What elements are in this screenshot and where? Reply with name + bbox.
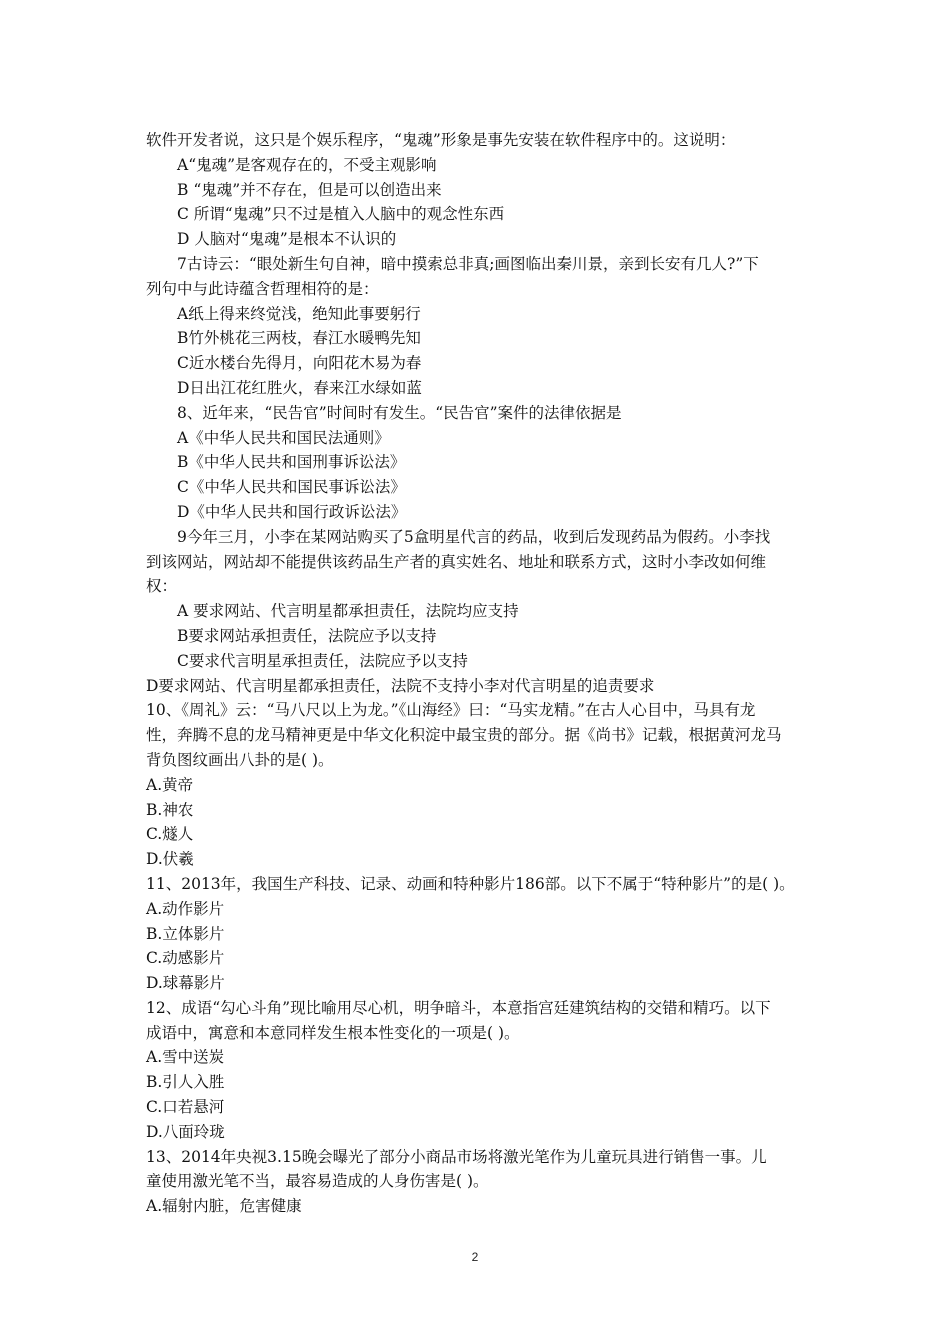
- option-line: D 人脑对“鬼魂”是根本不认识的: [177, 230, 397, 249]
- option-line: D《中华人民共和国行政诉讼法》: [177, 502, 407, 521]
- text-line: 成语中，寓意和本意同样发生根本性变化的一项是( )。: [146, 1023, 520, 1042]
- question-line: 12、成语“勾心斗角”现比喻用尽心机，明争暗斗，本意指宫廷建筑结构的交错和精巧。以下: [146, 998, 771, 1017]
- text-line: 童使用激光笔不当，最容易造成的人身伤害是( )。: [146, 1172, 489, 1191]
- text-line: 软件开发者说，这只是个娱乐程序，“鬼魂”形象是事先安装在软件程序中的。这说明：: [146, 131, 736, 149]
- question-line: 11、2013年，我国生产科技、记录、动画和特种影片186部。以下不属于“特种影片”的是( )。: [146, 874, 795, 893]
- question-line: 10、《周礼》云：“马八尺以上为龙。”《山海经》曰：“马实龙精。”在古人心目中，马具有龙: [146, 701, 756, 720]
- page-number: 2: [471, 1250, 479, 1264]
- option-line: B.引人入胜: [146, 1073, 225, 1092]
- option-line: C 所谓“鬼魂”只不过是植入人脑中的观念性东西: [177, 205, 505, 224]
- question-line: 7古诗云：“眼处新生句自神，暗中摸索总非真;画图临出秦川景，亲到长安有几人?”下: [177, 254, 759, 273]
- option-line: A《中华人民共和国民法通则》: [177, 428, 390, 447]
- option-line: B竹外桃花三两枝，春江水暖鸭先知: [177, 329, 421, 348]
- option-line: A 要求网站、代言明星都承担责任，法院均应支持: [177, 602, 519, 621]
- option-line: D.八面玲珑: [146, 1122, 225, 1141]
- text-line: 到该网站，网站却不能提供该药品生产者的真实姓名、地址和联系方式，这时小李改如何维: [146, 552, 767, 571]
- option-line: A“鬼魂”是客观存在的，不受主观影响: [177, 155, 437, 174]
- option-line: A.雪中送炭: [146, 1048, 225, 1067]
- option-line: D要求网站、代言明星都承担责任，法院不支持小李对代言明星的追责要求: [146, 676, 655, 695]
- text-line: 权：: [146, 577, 178, 596]
- page-body: [146, 128, 826, 1219]
- question-line: 8、近年来，“民告官”时间时有发生。“民告官”案件的法律依据是: [177, 403, 622, 422]
- option-line: B “鬼魂”并不存在，但是可以创造出来: [177, 180, 442, 199]
- option-line: B《中华人民共和国刑事诉讼法》: [177, 453, 406, 472]
- option-line: A.动作影片: [146, 899, 225, 918]
- option-line: A.辐射内脏，危害健康: [146, 1197, 302, 1216]
- option-line: C.动感影片: [146, 949, 225, 968]
- option-line: D日出江花红胜火，春来江水绿如蓝: [177, 378, 422, 397]
- question-line: 9今年三月，小李在某网站购买了5盒明星代言的药品，收到后发现药品为假药。小李找: [177, 527, 771, 546]
- option-line: B.神农: [146, 800, 194, 819]
- option-line: C.口若悬河: [146, 1098, 225, 1117]
- option-line: C.燧人: [146, 825, 194, 844]
- option-line: D.球幕影片: [146, 974, 225, 993]
- option-line: C近水楼台先得月，向阳花木易为春: [177, 354, 422, 373]
- option-line: A纸上得来终觉浅，绝知此事要躬行: [177, 304, 421, 323]
- option-line: A.黄帝: [146, 775, 194, 794]
- option-line: D.伏羲: [146, 850, 194, 869]
- text-line: 性，奔腾不息的龙马精神更是中华文化积淀中最宝贵的部分。据《尚书》记载，根据黄河龙马: [146, 726, 782, 745]
- option-line: C《中华人民共和国民事诉讼法》: [177, 478, 406, 497]
- option-line: B要求网站承担责任，法院应予以支持: [177, 626, 437, 645]
- text-line: 背负图纹画出八卦的是( )。: [146, 750, 334, 769]
- option-line: C要求代言明星承担责任，法院应予以支持: [177, 651, 468, 670]
- option-line: B.立体影片: [146, 924, 225, 943]
- text-line: 列句中与此诗蕴含哲理相符的是：: [146, 279, 379, 298]
- question-line: 13、2014年央视3.15晚会曝光了部分小商品市场将激光笔作为儿童玩具进行销售一事。儿: [146, 1147, 767, 1166]
